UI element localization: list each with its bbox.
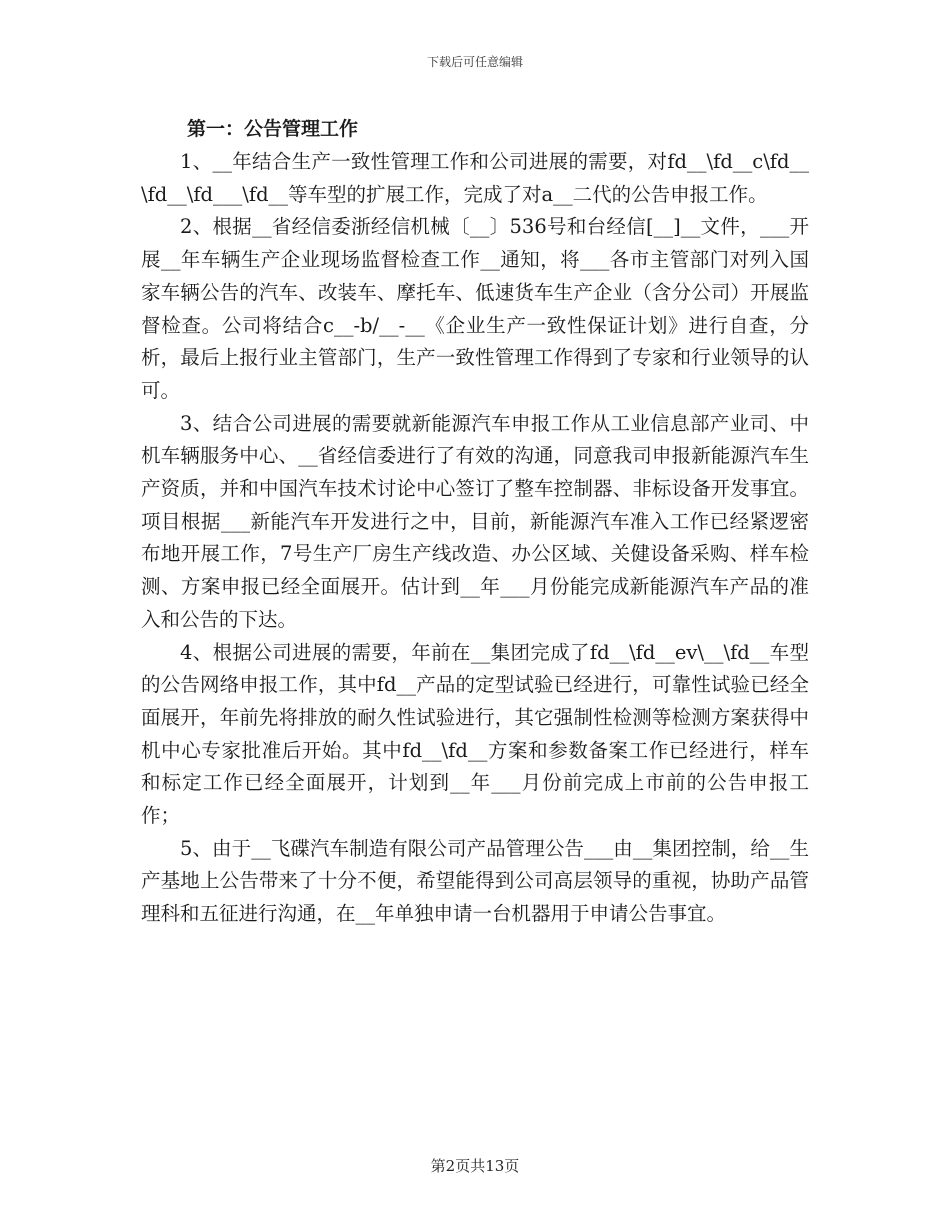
section-title: 第一：公告管理工作	[187, 118, 359, 140]
document-body	[141, 112, 809, 931]
paragraph-4: 4、根据公司进展的需要，年前在__集团完成了fd__\fd__ev\__\fd__车型的公告网络申报工作，其中fd__产品的定型试验已经进行，可靠性试验已经全面展开，年前先将排放的耐久性试验进行，其它强制性检测等检测方案获得中机中心专家批准后开始。其中fd__\fd__方案和参数备案工作已经进行，样车和标定工作已经全面展开，计划到__年___月份前完成上市前的公告申报工作；	[141, 640, 809, 828]
paragraph-2: 2、根据__省经信委浙经信机械〔__〕536号和台经信[__]__文件，___开展__年车辆生产企业现场监督检查工作__通知，将___各市主管部门对列入国家车辆公告的汽车、改装车、摩托车、低速货车生产企业（含分公司）开展监督检查。公司将结合c__-b/__-__《企业生产一致性保证计划》进行自查，分析，最后上报行业主管部门，生产一致性管理工作得到了专家和行业领导的认可。	[141, 215, 809, 402]
paragraph-5: 5、由于__飞碟汽车制造有限公司产品管理公告___由__集团控制，给__生产基地上公告带来了十分不便，希望能得到公司高层领导的重视，协助产品管理科和五征进行沟通，在__年单独申请一台机器用于申请公告事宜。	[141, 836, 809, 926]
paragraph-1: 1、__年结合生产一致性管理工作和公司进展的需要，对fd__\fd__c\fd__\fd__\fd___\fd__等车型的扩展工作，完成了对a__二代的公告申报工作。	[141, 150, 809, 206]
page-footer: 第2页共13页	[430, 1157, 520, 1175]
paragraph-3: 3、结合公司进展的需要就新能源汽车申报工作从工业信息部产业司、中机车辆服务中心、__省经信委进行了有效的沟通，同意我司申报新能源汽车生产资质，并和中国汽车技术讨论中心签订了整车控制器、非标设备开发事宜。项目根据___新能汽车开发进行之中，目前，新能源汽车准入工作已经紧逻密布地开展工作，7号生产厂房生产线改造、办公区域、关健设备采购、样车检测、方案申报已经全面展开。估计到__年___月份能完成新能源汽车产品的准入和公告的下达。	[141, 411, 809, 631]
page-header: 下载后可任意编辑	[426, 55, 523, 69]
